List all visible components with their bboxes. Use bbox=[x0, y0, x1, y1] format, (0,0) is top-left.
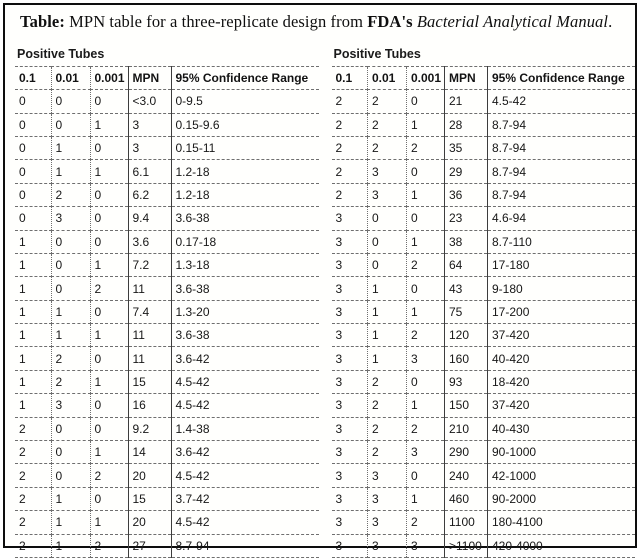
table-row bbox=[15, 90, 319, 113]
table-cell: 1 bbox=[51, 160, 90, 183]
table-cell: 1.2-18 bbox=[175, 164, 210, 179]
table-cell: 0 bbox=[407, 90, 445, 113]
table-cell: 2 bbox=[407, 253, 445, 276]
table-cell: 1 bbox=[407, 230, 445, 253]
table-row bbox=[15, 300, 319, 323]
table-cell: 3 bbox=[128, 113, 171, 136]
table-row bbox=[15, 417, 319, 440]
table-cell: 4.6-94 bbox=[492, 211, 527, 226]
table-cell: 0 bbox=[368, 230, 407, 253]
table-cell: 2 bbox=[332, 136, 368, 159]
table-cell: 17-180 bbox=[492, 258, 530, 273]
table-cell: 3 bbox=[51, 394, 90, 417]
mpn-panel-right bbox=[332, 47, 636, 558]
mpn-table-left bbox=[15, 66, 319, 558]
table-cell: 3.6-38 bbox=[175, 281, 210, 296]
table-cell: 3 bbox=[332, 487, 368, 510]
table-cell: 2 bbox=[407, 324, 445, 347]
table-cell: 210 bbox=[445, 417, 488, 440]
table-cell: 0 bbox=[51, 90, 90, 113]
table-cell: 0 bbox=[15, 90, 51, 113]
column-header: 0.1 bbox=[15, 66, 51, 89]
table-cell: 1 bbox=[90, 370, 128, 393]
table-row bbox=[332, 230, 636, 253]
table-cell: 3 bbox=[332, 511, 368, 534]
table-cell: 3 bbox=[368, 183, 407, 206]
table-cell: 11 bbox=[128, 347, 171, 370]
table-cell: 75 bbox=[445, 300, 488, 323]
table-cell: 9.4 bbox=[128, 207, 171, 230]
table-cell: 2 bbox=[90, 464, 128, 487]
title-label: Table: bbox=[20, 12, 65, 31]
table-cell: 2 bbox=[90, 534, 128, 557]
table-cell: 40-430 bbox=[492, 421, 530, 436]
table-cell: 3 bbox=[332, 347, 368, 370]
table-cell: 1 bbox=[15, 324, 51, 347]
table-cell: 2 bbox=[15, 464, 51, 487]
table-cell: 42-1000 bbox=[492, 468, 537, 483]
table-cell: 3 bbox=[332, 207, 368, 230]
table-cell: 3.7-42 bbox=[175, 492, 210, 507]
table-row bbox=[15, 207, 319, 230]
column-header: 0.1 bbox=[332, 66, 368, 89]
table-cell: 2 bbox=[332, 113, 368, 136]
table-row bbox=[332, 253, 636, 276]
table-cell: 0.15-9.6 bbox=[175, 117, 220, 132]
positive-tubes-label: Positive Tubes bbox=[333, 46, 421, 61]
table-cell: 15 bbox=[128, 370, 171, 393]
table-cell: 93 bbox=[445, 370, 488, 393]
table-cell: 0 bbox=[15, 136, 51, 159]
table-cell: 2 bbox=[407, 136, 445, 159]
table-cell: 3.6-38 bbox=[175, 211, 210, 226]
table-cell: 0 bbox=[90, 183, 128, 206]
table-row bbox=[15, 534, 319, 557]
table-cell: 1 bbox=[407, 113, 445, 136]
table-cell: 2 bbox=[368, 90, 407, 113]
table-row bbox=[332, 464, 636, 487]
table-cell: 8.7-94 bbox=[492, 141, 527, 156]
table-cell: 160 bbox=[445, 347, 488, 370]
table-cell: 0 bbox=[90, 487, 128, 510]
table-row bbox=[332, 511, 636, 534]
table-cell: 2 bbox=[332, 183, 368, 206]
table-cell: 3 bbox=[332, 464, 368, 487]
table-cell: 9.2 bbox=[128, 417, 171, 440]
table-cell: 3 bbox=[368, 511, 407, 534]
table-cell: 9-180 bbox=[492, 281, 523, 296]
table-cell: 1 bbox=[90, 511, 128, 534]
table-cell: 2 bbox=[368, 394, 407, 417]
mpn-table-right bbox=[332, 66, 636, 558]
table-cell: 1 bbox=[368, 324, 407, 347]
table-cell: 1 bbox=[51, 300, 90, 323]
table-cell: 3 bbox=[332, 230, 368, 253]
table-cell: 0 bbox=[15, 160, 51, 183]
table-cell: <3.0 bbox=[128, 90, 171, 113]
table-cell: 1.2-18 bbox=[175, 187, 210, 202]
table-cell: 3 bbox=[368, 464, 407, 487]
table-cell: 0 bbox=[90, 394, 128, 417]
table-cell: 2 bbox=[90, 277, 128, 300]
table-cell: 2 bbox=[368, 136, 407, 159]
table-cell: 20 bbox=[128, 464, 171, 487]
table-cell: 0 bbox=[90, 90, 128, 113]
table-row bbox=[15, 183, 319, 206]
table-cell: 4.5-42 bbox=[175, 375, 210, 390]
table-cell: 23 bbox=[445, 207, 488, 230]
table-cell: 1 bbox=[51, 534, 90, 557]
table-cell: 0 bbox=[407, 370, 445, 393]
table-cell: 0 bbox=[407, 207, 445, 230]
table-row bbox=[332, 441, 636, 464]
table-cell: 0 bbox=[51, 464, 90, 487]
table-cell: 3 bbox=[332, 441, 368, 464]
table-row bbox=[332, 370, 636, 393]
table-cell: 1.3-20 bbox=[175, 304, 210, 319]
table-cell: 17-200 bbox=[492, 304, 530, 319]
table-cell: 0 bbox=[51, 441, 90, 464]
table-cell: 0 bbox=[51, 113, 90, 136]
table-cell: 2 bbox=[368, 417, 407, 440]
title-work: Bacterial Analytical Manual bbox=[412, 12, 609, 31]
table-row bbox=[15, 394, 319, 417]
table-row bbox=[332, 277, 636, 300]
table-cell: 2 bbox=[15, 417, 51, 440]
table-cell: 11 bbox=[128, 277, 171, 300]
table-cell: 0 bbox=[15, 113, 51, 136]
table-cell: 3 bbox=[332, 370, 368, 393]
column-header: MPN bbox=[128, 66, 171, 89]
table-cell: 2 bbox=[407, 511, 445, 534]
table-row bbox=[15, 464, 319, 487]
header-row bbox=[15, 66, 319, 89]
column-header: MPN bbox=[445, 66, 488, 89]
title-source: FDA's bbox=[367, 12, 413, 31]
table-cell: 2 bbox=[15, 534, 51, 557]
table-cell: 180-4100 bbox=[492, 515, 543, 530]
column-header: 0.001 bbox=[90, 66, 128, 89]
table-body bbox=[332, 90, 636, 558]
table-cell: 460 bbox=[445, 487, 488, 510]
table-row bbox=[332, 394, 636, 417]
table-row bbox=[15, 347, 319, 370]
table-cell: 0 bbox=[51, 230, 90, 253]
table-cell: 1.3-18 bbox=[175, 258, 210, 273]
table-cell: 2 bbox=[15, 511, 51, 534]
table-cell: 1 bbox=[407, 183, 445, 206]
table-cell: 1 bbox=[368, 347, 407, 370]
table-cell: 90-2000 bbox=[492, 492, 537, 507]
table-cell: 3 bbox=[407, 534, 445, 557]
table-cell: 3 bbox=[128, 136, 171, 159]
table-cell: 240 bbox=[445, 464, 488, 487]
table-cell: 1 bbox=[15, 230, 51, 253]
table-cell: 0 bbox=[407, 464, 445, 487]
table-cell: 1 bbox=[368, 300, 407, 323]
table-title bbox=[20, 12, 635, 32]
table-cell: 1 bbox=[15, 253, 51, 276]
table-row bbox=[15, 253, 319, 276]
table-cell: 0 bbox=[368, 253, 407, 276]
table-cell: 29 bbox=[445, 160, 488, 183]
table-cell: 2 bbox=[51, 183, 90, 206]
table-row bbox=[332, 136, 636, 159]
table-header bbox=[15, 66, 319, 89]
table-cell: 27 bbox=[128, 534, 171, 557]
column-header: 95% Confidence Range bbox=[175, 70, 309, 85]
table-cell: 1.4-38 bbox=[175, 421, 210, 436]
table-cell: >1100 bbox=[445, 534, 488, 557]
table-cell: 2 bbox=[51, 347, 90, 370]
header-row bbox=[332, 66, 636, 89]
table-cell: 0-9.5 bbox=[175, 94, 203, 109]
table-cell: 37-420 bbox=[492, 398, 530, 413]
table-row bbox=[332, 113, 636, 136]
table-cell: 40-420 bbox=[492, 351, 530, 366]
table-cell: 20 bbox=[128, 511, 171, 534]
table-cell: 0.15-11 bbox=[175, 141, 216, 156]
table-cell: 1 bbox=[15, 277, 51, 300]
table-cell: 1 bbox=[407, 487, 445, 510]
table-cell: 3.6-42 bbox=[175, 445, 210, 460]
table-cell: 2 bbox=[332, 160, 368, 183]
table-cell: 0 bbox=[51, 253, 90, 276]
table-cell: 3 bbox=[332, 253, 368, 276]
table-cell: 3 bbox=[407, 441, 445, 464]
table-cell: 0 bbox=[407, 277, 445, 300]
table-cell: 1 bbox=[90, 160, 128, 183]
table-row bbox=[15, 136, 319, 159]
table-cell: 0 bbox=[90, 230, 128, 253]
table-cell: 1 bbox=[90, 441, 128, 464]
table-row bbox=[15, 160, 319, 183]
table-body bbox=[15, 90, 319, 558]
table-cell: 3.6 bbox=[128, 230, 171, 253]
table-cell: 2 bbox=[368, 113, 407, 136]
table-cell: 150 bbox=[445, 394, 488, 417]
table-cell: 1 bbox=[407, 394, 445, 417]
table-row bbox=[332, 183, 636, 206]
table-cell: 0 bbox=[90, 136, 128, 159]
table-cell: 35 bbox=[445, 136, 488, 159]
table-cell: 0 bbox=[90, 300, 128, 323]
table-row bbox=[332, 324, 636, 347]
table-cell: 2 bbox=[332, 90, 368, 113]
table-cell: 4.5-42 bbox=[175, 515, 210, 530]
table-row bbox=[15, 230, 319, 253]
table-cell: 6.1 bbox=[128, 160, 171, 183]
table-cell: 1 bbox=[15, 370, 51, 393]
table-cell: 120 bbox=[445, 324, 488, 347]
table-cell: 2 bbox=[51, 370, 90, 393]
table-cell: 0 bbox=[51, 277, 90, 300]
table-cell: 4.5-42 bbox=[492, 94, 527, 109]
table-row bbox=[332, 207, 636, 230]
column-header: 0.01 bbox=[51, 66, 90, 89]
table-cell: 3 bbox=[332, 534, 368, 557]
table-row bbox=[15, 370, 319, 393]
table-cell: 2 bbox=[407, 417, 445, 440]
table-cell: 8.7-94 bbox=[492, 164, 527, 179]
table-cell: 3 bbox=[368, 160, 407, 183]
table-cell: 7.4 bbox=[128, 300, 171, 323]
table-cell: 6.2 bbox=[128, 183, 171, 206]
table-cell: 3 bbox=[368, 534, 407, 557]
table-cell: 38 bbox=[445, 230, 488, 253]
table-row bbox=[15, 511, 319, 534]
table-cell: 1 bbox=[15, 300, 51, 323]
table-cell: 2 bbox=[15, 441, 51, 464]
table-cell: 1 bbox=[90, 253, 128, 276]
table-cell: 28 bbox=[445, 113, 488, 136]
table-cell: 0 bbox=[407, 160, 445, 183]
table-cell: 8.7-110 bbox=[492, 234, 532, 249]
table-cell: 8.7-94 bbox=[492, 187, 527, 202]
table-cell: 290 bbox=[445, 441, 488, 464]
table-cell: 0.17-18 bbox=[175, 234, 217, 249]
table-cell: 1 bbox=[407, 300, 445, 323]
table-row bbox=[332, 300, 636, 323]
table-cell: 0 bbox=[368, 207, 407, 230]
column-header: 0.01 bbox=[368, 66, 407, 89]
table-cell: 8.7-94 bbox=[175, 538, 210, 553]
table-cell: 0 bbox=[90, 417, 128, 440]
table-cell: 15 bbox=[128, 487, 171, 510]
table-row bbox=[15, 487, 319, 510]
table-row bbox=[332, 90, 636, 113]
page-frame bbox=[3, 3, 637, 553]
column-header: 0.001 bbox=[407, 66, 445, 89]
table-cell: 1 bbox=[51, 324, 90, 347]
table-cell: 90-1000 bbox=[492, 445, 537, 460]
title-period: . bbox=[608, 12, 613, 31]
table-cell: 3 bbox=[51, 207, 90, 230]
table-cell: 1 bbox=[15, 394, 51, 417]
table-cell: 2 bbox=[15, 487, 51, 510]
table-cell: 1 bbox=[368, 277, 407, 300]
table-row bbox=[15, 113, 319, 136]
table-cell: 1 bbox=[90, 324, 128, 347]
positive-tubes-label: Positive Tubes bbox=[17, 46, 105, 61]
table-cell: 11 bbox=[128, 324, 171, 347]
table-cell: 7.2 bbox=[128, 253, 171, 276]
table-cell: 0 bbox=[15, 183, 51, 206]
table-cell: 4.5-42 bbox=[175, 398, 210, 413]
table-cell: 3 bbox=[332, 324, 368, 347]
table-row bbox=[15, 277, 319, 300]
mpn-panel-left bbox=[15, 47, 319, 558]
table-cell: 43 bbox=[445, 277, 488, 300]
table-cell: 3 bbox=[407, 347, 445, 370]
table-cell: 16 bbox=[128, 394, 171, 417]
table-cell: 1 bbox=[90, 113, 128, 136]
table-cell: 0 bbox=[90, 207, 128, 230]
table-cell: 0 bbox=[15, 207, 51, 230]
table-cell: 3.6-38 bbox=[175, 328, 210, 343]
table-cell: 0 bbox=[90, 347, 128, 370]
table-cell: 420-4000 bbox=[492, 538, 543, 553]
table-cell: 1 bbox=[15, 347, 51, 370]
table-cell: 37-420 bbox=[492, 328, 530, 343]
table-row bbox=[15, 441, 319, 464]
table-row bbox=[332, 487, 636, 510]
table-row bbox=[332, 160, 636, 183]
column-header: 95% Confidence Range bbox=[492, 70, 625, 85]
table-row bbox=[332, 534, 636, 557]
table-cell: 3 bbox=[332, 417, 368, 440]
table-cell: 3 bbox=[368, 487, 407, 510]
title-main-text: MPN table for a three-replicate design from bbox=[64, 12, 368, 31]
table-cell: 36 bbox=[445, 183, 488, 206]
table-row bbox=[332, 417, 636, 440]
table-cell: 1100 bbox=[445, 511, 488, 534]
table-row bbox=[332, 347, 636, 370]
table-header bbox=[332, 66, 636, 89]
table-cell: 3 bbox=[332, 277, 368, 300]
table-cell: 3 bbox=[332, 394, 368, 417]
table-cell: 2 bbox=[368, 441, 407, 464]
table-cell: 0 bbox=[51, 417, 90, 440]
table-cell: 14 bbox=[128, 441, 171, 464]
table-cell: 3.6-42 bbox=[175, 351, 210, 366]
table-cell: 8.7-94 bbox=[492, 117, 527, 132]
tables-container bbox=[5, 32, 635, 558]
table-cell: 4.5-42 bbox=[175, 468, 210, 483]
table-cell: 3 bbox=[332, 300, 368, 323]
table-cell: 1 bbox=[51, 487, 90, 510]
table-row bbox=[15, 324, 319, 347]
table-cell: 64 bbox=[445, 253, 488, 276]
table-cell: 21 bbox=[445, 90, 488, 113]
table-cell: 1 bbox=[51, 136, 90, 159]
table-cell: 1 bbox=[51, 511, 90, 534]
table-cell: 18-420 bbox=[492, 375, 530, 390]
table-cell: 2 bbox=[368, 370, 407, 393]
